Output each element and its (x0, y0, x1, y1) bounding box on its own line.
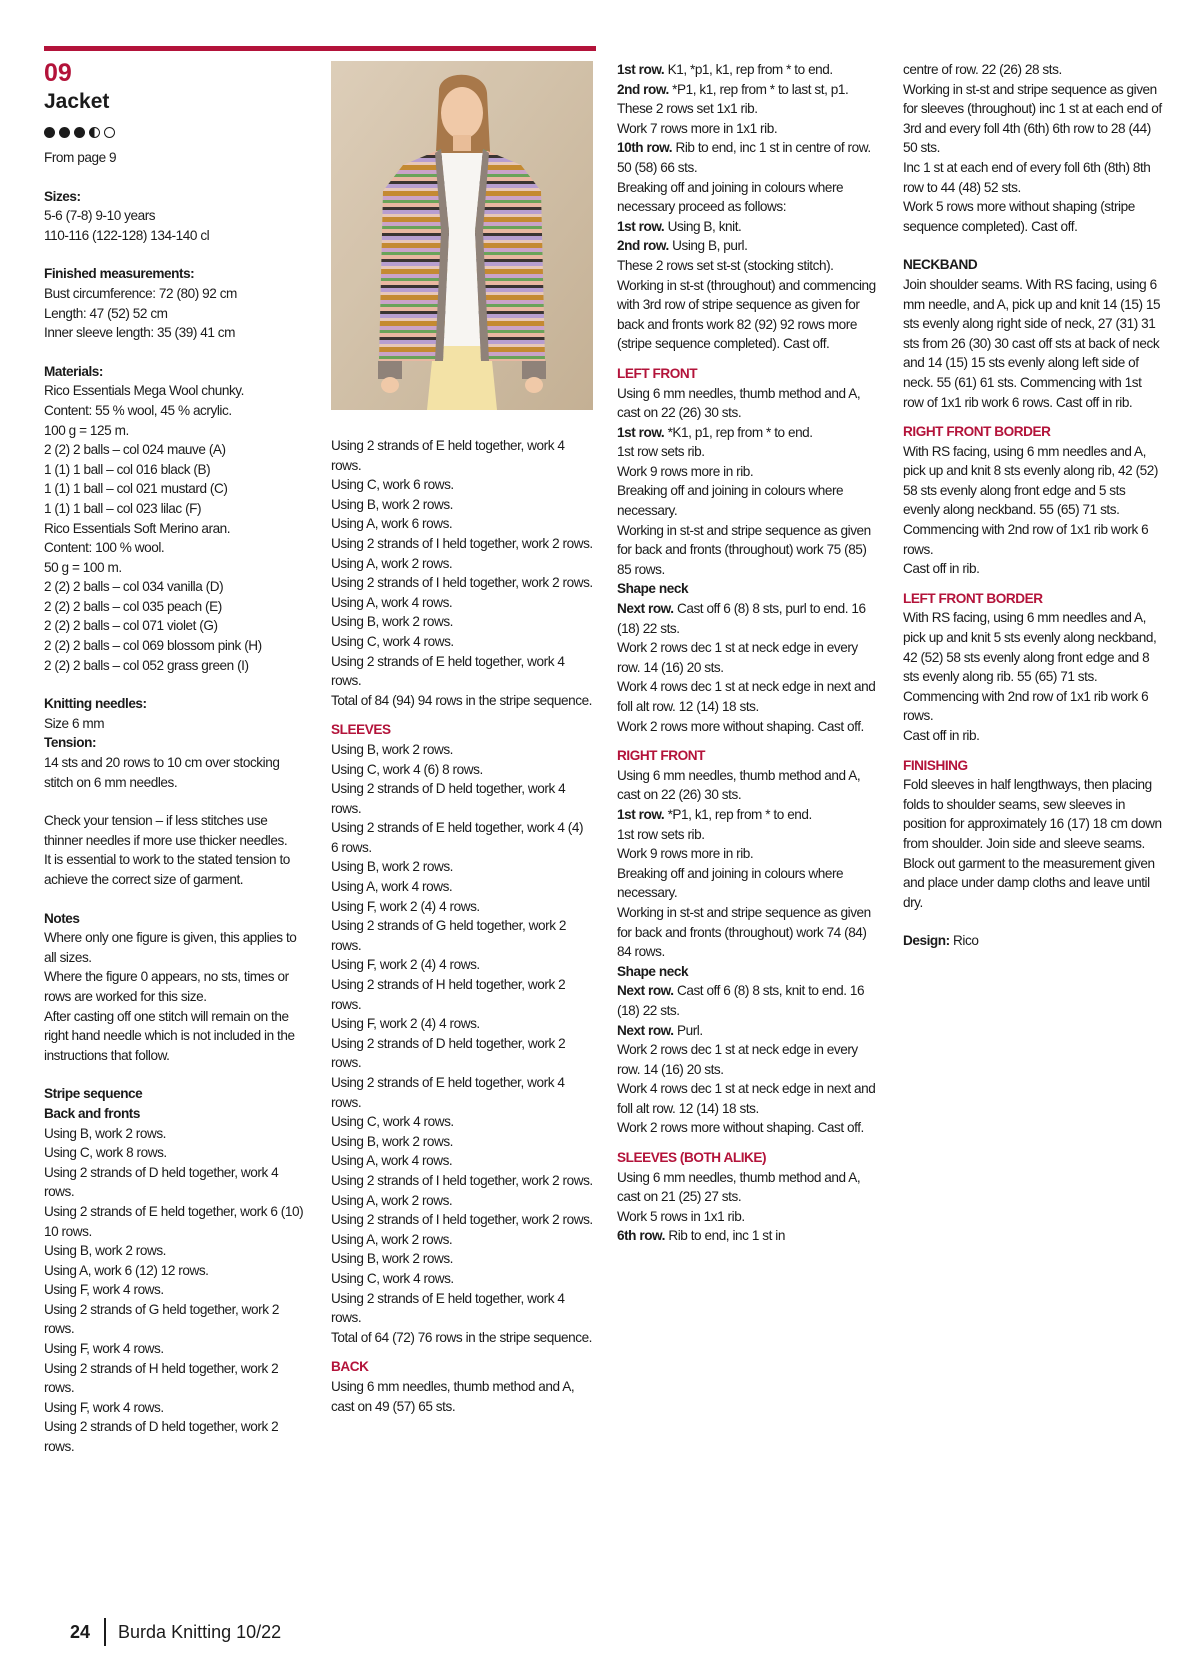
paragraph: 14 sts and 20 rows to 10 cm over stocking stitch on 6 mm needles. (44, 755, 280, 790)
instruction-row (617, 60, 879, 80)
row-label: Next row. (617, 601, 674, 617)
paragraph: 2 (2) 2 balls – col 034 vanilla (D) (44, 579, 224, 595)
paragraph: Using 2 strands of D held together, work 4 rows. (331, 781, 566, 816)
paragraph: Inner sleeve length: 35 (39) 41 cm (44, 325, 235, 341)
footer-divider (104, 1618, 106, 1646)
instruction-row (617, 981, 879, 1020)
paragraph: Working in st-st and stripe sequence as given for back and fronts (throughout) work 74 (84) 84 rows. (617, 904, 871, 960)
paragraph: With RS facing, using 6 mm needles and A, pick up and knit 5 sts evenly along neckband, 42 (52) 58 sts evenly along front edge and 8 sts evenly along rib. 55 (65) 71 sts. (903, 610, 1157, 685)
column-4 (903, 60, 1165, 951)
paragraph: 1st row sets rib. (617, 826, 705, 842)
paragraph: Using A, work 2 rows. (331, 1231, 453, 1247)
paragraph: Using F, work 2 (4) 4 rows. (331, 1016, 480, 1032)
paragraph: Cast off in rib. (903, 728, 980, 743)
row-text: *K1, p1, rep from * to end. (664, 424, 813, 440)
subheading: Knitting needles: (44, 696, 147, 712)
row-text: Purl. (673, 1022, 703, 1038)
paragraph: Using 2 strands of I held together, work 2 rows. (331, 535, 593, 551)
section-heading: LEFT FRONT BORDER (903, 590, 1043, 606)
paragraph: Using B, work 2 rows. (331, 614, 453, 630)
row-text: Rico (949, 933, 979, 949)
paragraph: Using B, work 2 rows. (44, 1243, 166, 1259)
row-label: 2nd row. (617, 238, 669, 254)
paragraph: Using C, work 4 rows. (331, 1114, 454, 1130)
paragraph: Where the figure 0 appears, no sts, times or rows are worked for this size. (44, 969, 289, 1004)
row-text: Using B, purl. (668, 238, 748, 254)
paragraph: Work 5 rows more without shaping (stripe sequence completed). Cast off. (903, 199, 1135, 234)
row-label: 1st row. (617, 62, 665, 77)
instruction-row (617, 80, 879, 100)
page-number: 24 (70, 1621, 91, 1642)
section-heading: LEFT FRONT (617, 365, 698, 381)
paragraph: Using C, work 6 rows. (331, 477, 454, 493)
subheading: Tension: (44, 735, 97, 751)
column-3 (617, 60, 879, 1246)
photo-girl-in-striped-jacket (331, 61, 593, 410)
paragraph: Using C, work 8 rows. (44, 1145, 167, 1161)
subheading: Shape neck (617, 963, 689, 979)
row-text: *P1, k1, rep from * to end. (664, 806, 812, 822)
paragraph: 5-6 (7-8) 9-10 years (44, 208, 156, 224)
paragraph: Using 6 mm needles, thumb method and A, cast on 22 (26) 30 sts. (617, 767, 861, 803)
paragraph: Using B, work 2 rows. (331, 1133, 453, 1149)
subheading: Stripe sequence (44, 1086, 143, 1102)
paragraph: 2 (2) 2 balls – col 024 mauve (A) (44, 442, 226, 458)
paragraph: These 2 rows set 1x1 rib. (617, 101, 758, 117)
paragraph: 1 (1) 1 ball – col 016 black (B) (44, 461, 211, 477)
header-rule (44, 46, 596, 51)
paragraph: Work 9 rows more in rib. (617, 463, 754, 479)
row-label: 1st row. (617, 424, 665, 440)
paragraph: 110-116 (122-128) 134-140 cl (44, 227, 210, 243)
paragraph: Using 2 strands of D held together, work 4 rows. (44, 1164, 279, 1200)
paragraph: Work 4 rows dec 1 st at neck edge in next and foll alt row. 12 (14) 18 sts. (617, 679, 876, 714)
paragraph: Working in st-st (throughout) and commencing with 3rd row of stripe sequence as given for back and fronts work 82 (92) 92 rows more (stripe sequence completed). Cast off. (617, 277, 876, 352)
paragraph: Using F, work 2 (4) 4 rows. (331, 957, 480, 973)
row-text: K1, *p1, k1, rep from * to end. (664, 62, 833, 77)
paragraph: Rico Essentials Mega Wool chunky. (44, 383, 244, 399)
paragraph: Using 2 strands of E held together, work 4 rows. (331, 653, 565, 689)
subheading: NECKBAND (903, 257, 978, 273)
paragraph: Work 5 rows in 1x1 rib. (617, 1208, 745, 1224)
paragraph: Check your tension – if less stitches use thinner needles if more use thicker needles. (44, 813, 288, 848)
instruction-row (617, 217, 879, 237)
paragraph: Commencing with 2nd row of 1x1 rib work 6 rows. (903, 688, 1149, 724)
instruction-row (617, 1021, 879, 1041)
paragraph: Using A, work 2 rows. (331, 1192, 453, 1208)
paragraph: Block out garment to the measurement given and place under damp cloths and leave until dry. (903, 855, 1155, 910)
paragraph: Using 2 strands of I held together, work 2 rows. (331, 1212, 593, 1228)
paragraph: Total of 84 (94) 94 rows in the stripe sequence. (331, 692, 593, 708)
paragraph: Using F, work 4 rows. (44, 1341, 164, 1357)
section-heading: BACK (331, 1359, 369, 1375)
instruction-row (903, 931, 1165, 951)
column-1 (44, 58, 306, 1457)
row-label: Next row. (617, 983, 674, 999)
instruction-row (617, 423, 879, 443)
subheading: Finished measurements: (44, 266, 195, 282)
paragraph: Where only one figure is given, this applies to all sizes. (44, 930, 297, 965)
paragraph: Using A, work 4 rows. (331, 594, 453, 610)
paragraph: Content: 100 % wool. (44, 540, 165, 556)
paragraph: Fold sleeves in half lengthways, then placing folds to shoulder seams, sew sleeves in position for approximately 16 (17) 18 cm down from shoulder. Join side and sleeve seams. (903, 777, 1162, 851)
row-label: 10th row. (617, 140, 673, 156)
paragraph: 2 (2) 2 balls – col 071 violet (G) (44, 618, 218, 634)
paragraph: Using 2 strands of H held together, work 2 rows. (44, 1360, 279, 1396)
paragraph: 1 (1) 1 ball – col 023 lilac (F) (44, 500, 202, 516)
row-label: Next row. (617, 1022, 674, 1038)
section-heading: RIGHT FRONT BORDER (903, 424, 1051, 440)
paragraph: 2 (2) 2 balls – col 052 grass green (I) (44, 657, 249, 673)
row-text: Cast off 6 (8) 8 sts, knit to end. 16 (18) 22 sts. (617, 983, 865, 1018)
paragraph: Using A, work 6 rows. (331, 516, 453, 532)
paragraph: Using F, work 2 (4) 4 rows. (331, 898, 480, 914)
page-footer (70, 1618, 281, 1646)
row-text: *P1, k1, rep from * to last st, p1. (668, 81, 849, 97)
paragraph: Work 9 rows more in rib. (617, 846, 754, 862)
paragraph: Using A, work 4 rows. (331, 1153, 453, 1169)
paragraph: Rico Essentials Soft Merino aran. (44, 520, 231, 536)
instruction-row (617, 805, 879, 825)
difficulty-dot-filled-icon (59, 127, 70, 138)
model-photo (331, 61, 593, 410)
paragraph: centre of row. 22 (26) 28 sts. (903, 62, 1062, 77)
paragraph: 2 (2) 2 balls – col 069 blossom pink (H) (44, 638, 262, 654)
subheading: Materials: (44, 363, 103, 379)
paragraph: Size 6 mm (44, 715, 105, 731)
paragraph: Join shoulder seams. With RS facing, using 6 mm needle, and A, pick up and knit 14 (15) 15 sts evenly along right side of neck, 27 (31) 31 sts from 26 (30) 30 cast off sts at back of neck and 14 (15) 15 sts evenly along left side of neck. 55 (61) 61 sts. Commencing with 1st row of 1x1 rib work 6 rows. Cast off in rib. (903, 276, 1161, 410)
section-heading: RIGHT FRONT (617, 748, 705, 764)
paragraph: Using B, work 2 rows. (44, 1125, 166, 1141)
paragraph: Work 4 rows dec 1 st at neck edge in next and foll alt row. 12 (14) 18 sts. (617, 1081, 876, 1116)
paragraph: Breaking off and joining in colours where necessary. (617, 865, 844, 901)
paragraph: 2 (2) 2 balls – col 035 peach (E) (44, 598, 222, 614)
row-label: 1st row. (617, 218, 665, 234)
paragraph: 50 g = 100 m. (44, 559, 122, 575)
paragraph: Using 2 strands of D held together, work 2 rows. (44, 1419, 279, 1455)
paragraph: After casting off one stitch will remain on the right hand needle which is not included in the instructions that follow. (44, 1008, 295, 1063)
paragraph: Bust circumference: 72 (80) 92 cm (44, 285, 237, 301)
paragraph: Using 2 strands of G held together, work 2 rows. (331, 918, 566, 953)
row-text: Using B, knit. (664, 218, 742, 234)
paragraph: Using 2 strands of E held together, work 4 rows. (331, 1290, 565, 1326)
paragraph: Work 2 rows dec 1 st at neck edge in every row. 14 (16) 20 sts. (617, 1042, 858, 1077)
paragraph: Using 6 mm needles, thumb method and A, cast on 49 (57) 65 sts. (331, 1378, 575, 1414)
paragraph: Using 2 strands of G held together, work 2 rows. (44, 1301, 279, 1337)
subheading: Shape neck (617, 581, 689, 597)
paragraph: Using 6 mm needles, thumb method and A, cast on 21 (25) 27 sts. (617, 1169, 861, 1205)
magazine-name: Burda Knitting 10/22 (118, 1621, 282, 1642)
paragraph: These 2 rows set st-st (stocking stitch). (617, 257, 834, 273)
paragraph: Using 2 strands of E held together, work 4 (4) 6 rows. (331, 820, 584, 855)
subheading: Notes (44, 910, 80, 926)
paragraph: Total of 64 (72) 76 rows in the stripe sequence. (331, 1329, 593, 1345)
paragraph: Using C, work 4 rows. (331, 633, 454, 649)
paragraph: Using B, work 2 rows. (331, 1251, 453, 1267)
instruction-row (617, 138, 879, 177)
column-1-text (44, 187, 306, 1457)
paragraph: Using A, work 6 (12) 12 rows. (44, 1262, 209, 1278)
instruction-row (617, 1226, 879, 1246)
paragraph: Using 2 strands of E held together, work 4 rows. (331, 1075, 565, 1110)
instruction-row (617, 236, 879, 256)
paragraph: Using 2 strands of D held together, work 2 rows. (331, 1035, 566, 1071)
paragraph: 1st row sets rib. (617, 444, 705, 460)
paragraph: Using C, work 4 rows. (331, 1270, 454, 1286)
difficulty-dot-filled-icon (44, 127, 55, 138)
paragraph: With RS facing, using 6 mm needles and A, pick up and knit 8 sts evenly along rib, 42 (52) 58 sts evenly along front edge and 5 sts evenly along neckband. 55 (65) 71 sts. (903, 443, 1158, 518)
row-text: Rib to end, inc 1 st in centre of row. 50 (58) 66 sts. (617, 140, 871, 175)
paragraph: Using 2 strands of I held together, work 2 rows. (331, 1172, 593, 1188)
paragraph: 1 (1) 1 ball – col 021 mustard (C) (44, 481, 228, 497)
difficulty-dot-half-icon (89, 127, 100, 138)
paragraph: Using B, work 2 rows. (331, 741, 453, 757)
paragraph: Using F, work 4 rows. (44, 1282, 164, 1298)
paragraph: Using B, work 2 rows. (331, 859, 453, 875)
from-page-note: From page 9 (44, 150, 117, 165)
row-label: 2nd row. (617, 81, 669, 97)
paragraph: Work 7 rows more in 1x1 rib. (617, 120, 778, 136)
paragraph: Working in st-st and stripe sequence as given for back and fronts (throughout) work 75 (85) 85 rows. (617, 522, 871, 577)
paragraph: Cast off in rib. (903, 561, 980, 577)
paragraph: Commencing with 2nd row of 1x1 rib work 6 rows. (903, 522, 1149, 557)
column-2-text (331, 436, 593, 1416)
paragraph: Work 2 rows more without shaping. Cast off. (617, 1120, 864, 1136)
paragraph: Using C, work 4 (6) 8 rows. (331, 761, 483, 777)
paragraph: Working in st-st and stripe sequence as given for sleeves (throughout) inc 1 st at each end of 3rd and every foll 4th (6th) 6th row to 28 (44) 50 sts. (903, 81, 1162, 156)
paragraph: Using B, work 2 rows. (331, 496, 453, 512)
paragraph: Using 2 strands of E held together, work 4 rows. (331, 438, 565, 473)
paragraph: It is essential to work to the stated tension to achieve the correct size of garment. (44, 852, 290, 887)
paragraph: Using 2 strands of H held together, work 2 rows. (331, 977, 566, 1012)
paragraph: Using 6 mm needles, thumb method and A, cast on 22 (26) 30 sts. (617, 385, 861, 421)
subheading: Sizes: (44, 188, 81, 204)
paragraph: Inc 1 st at each end of every foll 6th (8th) 8th row to 44 (48) 52 sts. (903, 159, 1151, 195)
row-label: 6th row. (617, 1228, 666, 1244)
paragraph: Using F, work 4 rows. (44, 1399, 164, 1415)
section-heading: SLEEVES (331, 722, 391, 738)
subheading: Back and fronts (44, 1105, 140, 1121)
instruction-row (617, 599, 879, 638)
row-text: Rib to end, inc 1 st in (665, 1228, 785, 1244)
paragraph: 100 g = 125 m. (44, 422, 129, 438)
paragraph: Using 2 strands of I held together, work 2 rows. (331, 575, 593, 591)
pattern-number: 09 (44, 59, 72, 87)
section-heading: FINISHING (903, 757, 968, 773)
paragraph: Using A, work 4 rows. (331, 879, 453, 895)
row-text: Cast off 6 (8) 8 sts, purl to end. 16 (18) 22 sts. (617, 601, 866, 636)
paragraph: Content: 55 % wool, 45 % acrylic. (44, 402, 232, 418)
paragraph: Work 2 rows dec 1 st at neck edge in every row. 14 (16) 20 sts. (617, 640, 858, 675)
paragraph: Using A, work 2 rows. (331, 555, 453, 571)
difficulty-rating (44, 122, 306, 142)
section-heading: SLEEVES (BOTH ALIKE) (617, 1150, 767, 1166)
paragraph: Breaking off and joining in colours where necessary proceed as follows: (617, 179, 844, 215)
paragraph: Length: 47 (52) 52 cm (44, 305, 168, 321)
difficulty-dot-empty-icon (104, 127, 115, 138)
difficulty-dot-filled-icon (74, 127, 85, 138)
paragraph: Breaking off and joining in colours where necessary. (617, 483, 844, 519)
pattern-title: Jacket (44, 90, 110, 113)
row-label: 1st row. (617, 806, 665, 822)
paragraph: Work 2 rows more without shaping. Cast off. (617, 718, 864, 734)
paragraph: Using 2 strands of E held together, work 6 (10) 10 rows. (44, 1203, 304, 1239)
row-label: Design: (903, 933, 950, 949)
